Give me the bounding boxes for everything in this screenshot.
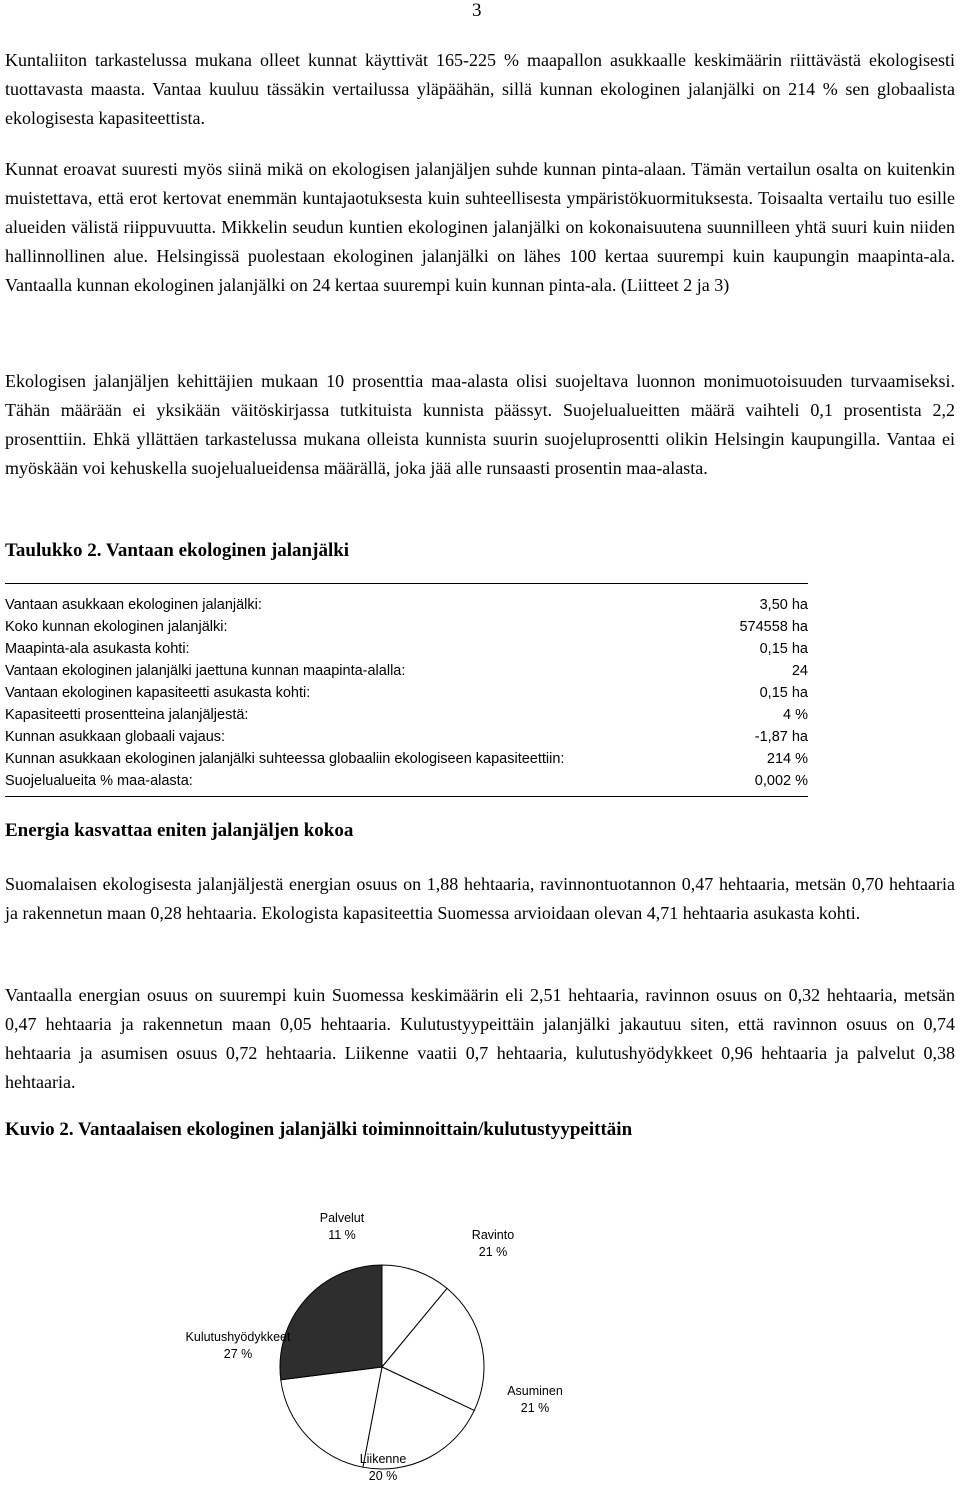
paragraph-finland-footprint: Suomalaisen ekologisesta jalanjäljestä energian osuus on 1,88 hehtaaria, ravinnontuotannon 0,47 hehtaaria, metsän 0,70 hehtaaria ja rakennetun maan 0,28 hehtaaria. Ekologista kapasiteettia Suomessa arvioidaan olevan 4,71 hehtaaria asukasta kohti.: [5, 874, 955, 923]
row-label: Kapasiteetti prosentteina jalanjäljestä:: [5, 707, 249, 723]
row-label: Vantaan ekologinen jalanjälki jaettuna kunnan maapinta-alalla:: [5, 663, 406, 679]
slice-label-name: Kulutushyödykkeet: [185, 1330, 291, 1344]
slice-label-liikenne: [343, 1451, 423, 1485]
paragraph-protected-areas: Ekologisen jalanjäljen kehittäjien mukaan 10 prosenttia maa-alasta olisi suojeltava luonnon monimuotoisuuden turvaamiseksi. Tähän määrään ei yksikään väitöskirjassa tutkituista kunnista päässyt. Suojelualueitten määrä vaihteli 0,1 prosentista 2,2 prosenttiin. Ehkä yllättäen tarkastelussa mukana olleista kunnista suurin suojeluprosentti olikin Helsingin kaupungilla. Vantaa ei myöskään voi kehuskella suojelualueidensa määrällä, joka jää alle runsaasti prosentin maa-alasta.: [5, 371, 955, 478]
paragraph-vantaa-footprint: Vantaalla energian osuus on suurempi kuin Suomessa keskimäärin eli 2,51 hehtaaria, ravinnon osuus on 0,32 hehtaaria, metsän 0,47 hehtaaria ja rakennetun maan 0,05 hehtaaria. Kulutustyypeittäin jalanjälki jakautuu siten, että ravinnon osuus on 0,74 hehtaaria ja asumisen osuus 0,72 hehtaaria. Liikenne vaatii 0,7 hehtaaria, kulutushyödykkeet 0,96 hehtaaria ja palvelut 0,38 hehtaaria.: [5, 985, 955, 1092]
row-label: Vantaan asukkaan ekologinen jalanjälki:: [5, 597, 262, 613]
row-label: Kunnan asukkaan ekologinen jalanjälki suhteessa globaaliin ekologiseen kapasiteettiin:: [5, 751, 565, 767]
row-label: Suojelualueita % maa-alasta:: [5, 773, 193, 789]
row-value: -1,87 ha: [754, 729, 808, 745]
slice-label-value: 21 %: [478, 1245, 508, 1259]
row-value: 0,002 %: [754, 773, 808, 789]
row-value: 0,15 ha: [759, 641, 808, 657]
figure-caption: Kuvio 2. Vantaalaisen ekologinen jalanjälki toiminnoittain/kulutustyypeittäin: [5, 1119, 633, 1140]
row-value: 0,15 ha: [759, 685, 808, 701]
row-value: 24: [791, 663, 808, 679]
slice-label-kulutushyodykkeet: [178, 1329, 298, 1363]
slice-label-name: Asuminen: [507, 1384, 563, 1398]
slice-label-name: Ravinto: [471, 1228, 515, 1242]
section-heading: Energia kasvattaa eniten jalanjäljen kokoa: [5, 820, 354, 841]
paragraph-intro: Kuntaliiton tarkastelussa mukana olleet kunnat käyttivät 165-225 % maapallon asukkaalle keskimäärin riittävästä ekologisesti tuottavasta maasta. Vantaa kuuluu tässäkin vertailussa yläpäähän, sillä kunnan ekologinen jalanjälki on 214 % sen globaalista ekologisesta kapasiteettista.: [5, 50, 955, 128]
row-label: Koko kunnan ekologinen jalanjälki:: [5, 619, 228, 635]
row-label: Maapinta-ala asukasta kohti:: [5, 641, 190, 657]
slice-label-value: 21 %: [520, 1401, 550, 1415]
paragraph-surface-area: Kunnat eroavat suuresti myös siinä mikä on ekologisen jalanjäljen suhde kunnan pinta-alaan. Tämän vertailun osalta on kuitenkin muistettava, että erot kertovat enemmän kuntajaotuksesta kuin suhteellisesta ympäristökuormituksesta. Toisaalta vertailu tuo esille alueiden välistä riippuvuutta. Mikkelin seudun kuntien ekologinen jalanjälki on kokonaisuutena suunnilleen yhtä suuri kuin niiden hallinnollinen alue. Helsingissä puolestaan ekologinen jalanjälki on lähes 100 kertaa suurempi kuin kaupungin maapinta-ala. Vantaalla kunnan ekologinen jalanjälki on 24 kertaa suurempi kuin kunnan pinta-ala. (Liitteet 2 ja 3): [5, 159, 955, 295]
slice-label-palvelut: [302, 1210, 382, 1244]
page-number: 3: [472, 0, 482, 21]
row-label: Kunnan asukkaan globaali vajaus:: [5, 729, 226, 745]
slice-label-name: Palvelut: [319, 1211, 365, 1225]
slice-label-value: 11 %: [328, 1228, 356, 1242]
row-value: 214 %: [766, 751, 808, 767]
slice-label-asuminen: [495, 1383, 575, 1417]
table-caption: Taulukko 2. Vantaan ekologinen jalanjälki: [5, 540, 350, 561]
row-label: Vantaan ekologinen kapasiteetti asukasta kohti:: [5, 685, 311, 701]
slice-label-ravinto: [453, 1227, 533, 1261]
row-value: 4 %: [783, 707, 808, 723]
slice-label-value: 27 %: [223, 1347, 253, 1361]
slice-label-value: 20 %: [368, 1469, 398, 1483]
row-value: 3,50 ha: [759, 597, 808, 613]
slice-label-name: Liikenne: [359, 1452, 407, 1466]
row-value: 574558 ha: [739, 619, 808, 635]
